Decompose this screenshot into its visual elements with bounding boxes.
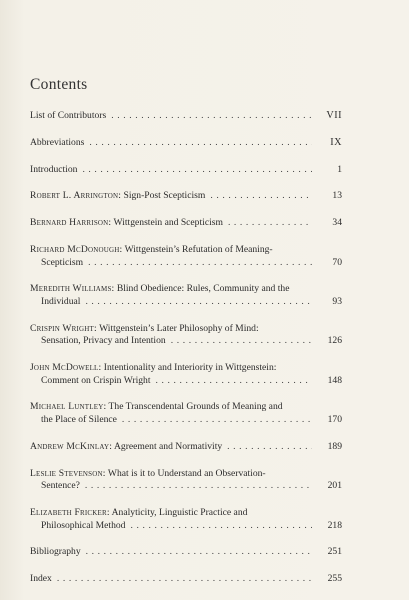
toc-entry[interactable] [30,362,342,387]
entry-title: Agreement and Normativity [114,440,223,452]
page-number: 255 [327,573,342,585]
page-number: 170 [327,414,342,425]
toc-entry[interactable] [30,441,342,454]
page-number: 13 [332,190,342,202]
entry-title-continued: Scepticism [41,256,84,268]
toc-entry[interactable] [30,137,342,150]
entry-title: Blind Obedience: Rules, Community and the [116,283,290,295]
toc-entry[interactable] [30,164,342,177]
entry-author: Michael Luntley: [30,401,107,413]
dot-leader [82,164,312,177]
dot-leader [89,137,312,150]
entry-title: Wittgenstein’s Later Philosophy of Mind: [99,322,259,334]
toc-entry[interactable] [30,110,342,123]
entry-title-continued: Sentence? [41,480,80,492]
toc-entry[interactable] [30,190,342,203]
toc-entry[interactable] [30,468,342,493]
entry-author: Crispin Wright: [30,322,97,334]
dot-leader [156,375,313,388]
toc-entry[interactable] [30,283,342,308]
page-number: 148 [327,374,342,386]
page-number: 251 [327,546,342,558]
page-number: 34 [332,217,342,229]
dot-leader [210,190,312,203]
entry-title: Bibliography [30,546,81,558]
dot-leader [130,520,312,533]
entry-title: What is it to Understand an Observation- [107,467,266,479]
toc-entry[interactable] [30,573,342,586]
entry-title: Wittgenstein and Scepticism [113,217,223,229]
toc-entry[interactable] [30,546,342,559]
dot-leader [86,546,312,559]
page-number: 1 [337,163,342,175]
dot-leader [57,573,312,586]
dot-leader [171,335,312,348]
dot-leader [85,296,312,309]
entry-title: List of Contributors [30,110,107,121]
table-of-contents [30,110,342,600]
toc-entry[interactable] [30,323,342,348]
dot-leader [227,441,312,454]
toc-entry[interactable] [30,507,342,532]
entry-title: Index [30,573,52,585]
entry-author: Bernard Harrison: [30,217,112,229]
page-number: 189 [327,440,342,452]
entry-title: Sign-Post Scepticism [123,190,206,202]
toc-entry[interactable] [30,217,342,230]
entry-author: Meredith Williams: [30,283,115,295]
entry-title-continued: Philosophical Method [41,519,126,531]
dot-leader [228,217,312,230]
entry-author: Andrew McKinlay: [30,440,113,452]
page-number: 70 [332,256,342,268]
page-number: 93 [332,295,342,307]
entry-title: The Transcendental Grounds of Meaning and [108,401,283,413]
entry-title: Abbreviations [30,136,85,148]
entry-title: Introduction [30,163,78,175]
toc-entry[interactable] [30,401,342,426]
entry-author: John McDowell: [30,362,102,374]
entry-title: Intentionality and Interiority in Wittgenstein: [103,362,277,374]
page-number: 126 [327,335,342,347]
toc-entry[interactable] [30,244,342,269]
entry-title-continued: the Place of Silence [41,414,117,425]
page-title: Contents [30,76,88,93]
dot-leader [111,110,312,123]
dot-leader [85,480,312,493]
dot-leader [122,414,312,427]
entry-author: Elizabeth Fricker: [30,506,110,518]
page-number: 201 [327,480,342,492]
entry-author: Richard McDonough: [30,243,123,255]
entry-title-continued: Individual [41,295,81,307]
page-number: VII [326,110,342,121]
entry-author: Leslie Stevenson: [30,467,106,479]
entry-author: Robert L. Arrington: [30,190,122,202]
dot-leader [88,257,312,270]
entry-title-continued: Sensation, Privacy and Intention [41,335,166,347]
page-number: 218 [327,519,342,531]
entry-title-continued: Comment on Crispin Wright [41,374,151,386]
entry-title: Wittgenstein’s Refutation of Meaning- [124,243,273,255]
page-number: IX [330,136,342,148]
entry-title: Analyticity, Linguistic Practice and [111,506,248,518]
